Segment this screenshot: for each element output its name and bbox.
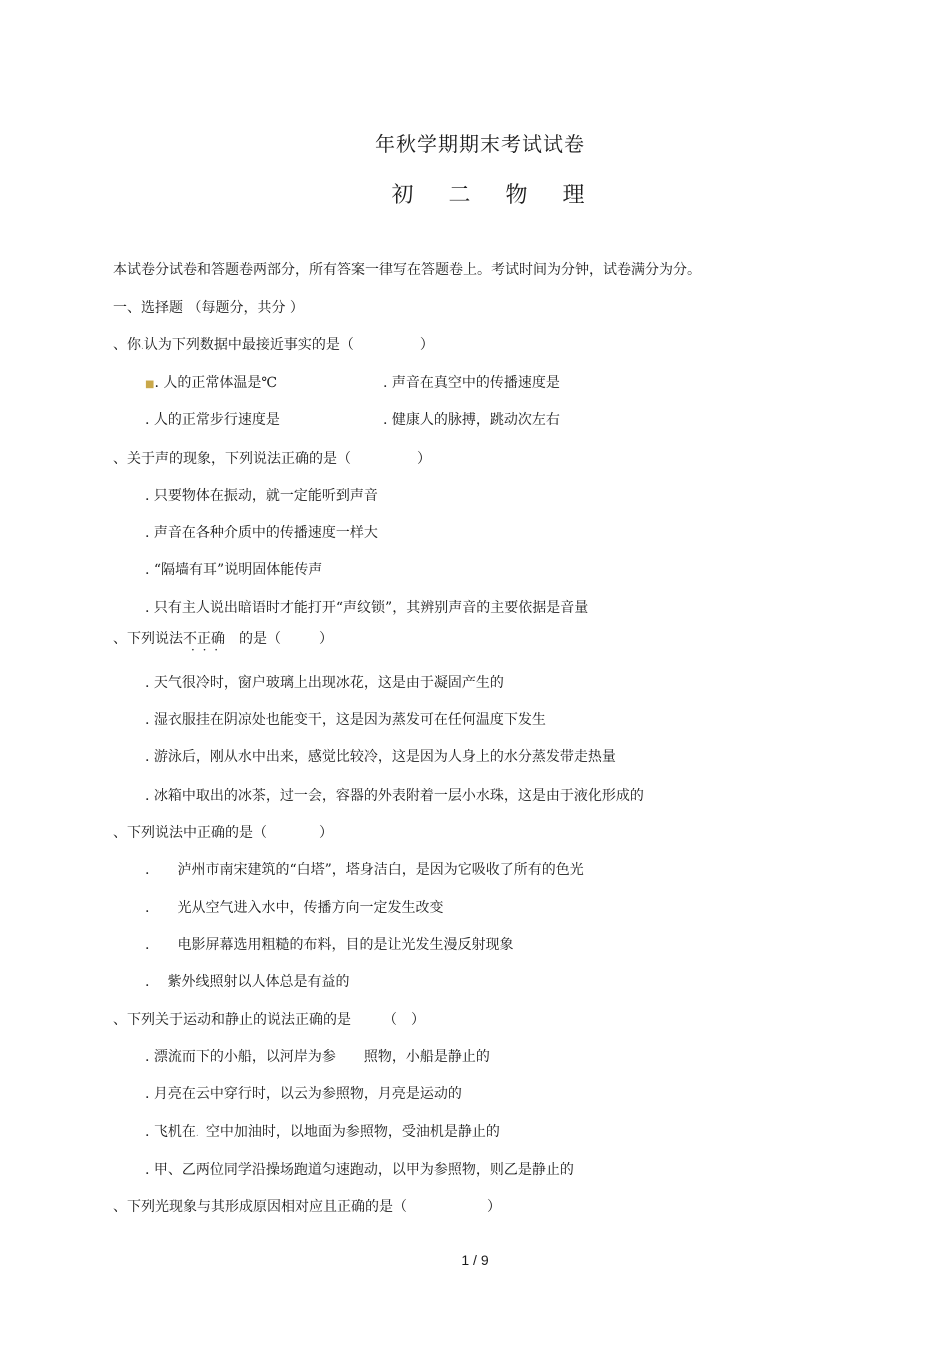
question-3-option-b: . 湿衣服挂在阴凉处也能变干，这是因为蒸发可在任何温度下发生 xyxy=(145,712,546,728)
question-4-option-c: . 电影屏幕选用粗糙的布料，目的是让光发生漫反射现象 xyxy=(145,937,514,953)
question-3-option-c: . 游泳后，刚从水中出来，感觉比较冷，这是因为人身上的水分蒸发带走热量 xyxy=(145,749,616,765)
question-6-stem: 、下列光现象与其形成原因相对应且正确的是（ ） xyxy=(113,1199,501,1215)
question-5-option-a: . 漂流而下的小船，以河岸为参 照物，小船是静止的 xyxy=(145,1049,490,1065)
page-number: 1 / 9 xyxy=(461,1252,489,1268)
question-3-option-a: . 天气很冷时，窗户玻璃上出现冰花，这是由于凝固产生的 xyxy=(145,675,504,691)
question-2-option-b: . 声音在各种介质中的传播速度一样大 xyxy=(145,525,378,541)
question-1-option-b: . 声音在真空中的传播速度是 xyxy=(383,375,560,391)
question-4-option-a: . 泸州市南宋建筑的“白塔”，塔身洁白，是因为它吸收了所有的色光 xyxy=(145,862,584,878)
question-5-stem: 、下列关于运动和静止的说法正确的是 （ ） xyxy=(113,1012,425,1028)
question-3-stem: 、下列说法不正确 · · · 的是（ ） xyxy=(113,630,333,648)
question-1-option-a: ■. 人的正常体温是℃ xyxy=(145,374,277,394)
question-4-stem: 、下列说法中正确的是（ ） xyxy=(113,825,333,841)
question-5-option-c: . 飞机在. 空中加油时，以地面为参照物，受油机是静止的 xyxy=(145,1123,500,1143)
exam-intro: 本试卷分试卷和答题卷两部分，所有答案一律写在答题卷上。考试时间为分钟，试卷满分为分。 xyxy=(113,262,701,278)
scan-mark: . xyxy=(141,342,144,352)
exam-title: 年秋学期期末考试试卷 xyxy=(375,132,585,156)
question-5-option-d: . 甲、乙两位同学沿操场跑道匀速跑动，以甲为参照物，则乙是静止的 xyxy=(145,1162,574,1178)
question-3-option-d: . 冰箱中取出的冰茶，过一会，容器的外表附着一层小水珠，这是由于液化形成的 xyxy=(145,788,644,804)
question-2-option-d: . 只有主人说出暗语时才能打开“声纹锁”，其辨别声音的主要依据是音量 xyxy=(145,600,589,616)
question-1-option-d: . 健康人的脉搏，跳动次左右 xyxy=(383,412,560,428)
question-1-stem: 、你.认为下列数据中最接近事实的是（ ） xyxy=(113,336,434,356)
question-5-option-b: . 月亮在云中穿行时，以云为参照物，月亮是运动的 xyxy=(145,1086,462,1102)
emphasis-not-correct: 不正确 · · · xyxy=(183,630,225,648)
scan-mark: . xyxy=(195,1129,199,1139)
question-2-stem: 、关于声的现象，下列说法正确的是（ ） xyxy=(113,451,431,467)
exam-subject: 初 二 物 理 xyxy=(391,183,599,208)
question-2-option-a: . 只要物体在振动，就一定能听到声音 xyxy=(145,488,378,504)
question-2-option-c: . “隔墙有耳”说明固体能传声 xyxy=(145,562,323,578)
question-4-option-d: . 紫外线照射以人体总是有益的 xyxy=(145,974,350,990)
question-1-option-c: . 人的正常步行速度是 xyxy=(145,412,280,428)
section-heading: 一、选择题 （每题分，共分 ） xyxy=(113,300,304,316)
scan-mark: ■ xyxy=(145,379,155,390)
question-4-option-b: . 光从空气进入水中，传播方向一定发生改变 xyxy=(145,900,444,916)
